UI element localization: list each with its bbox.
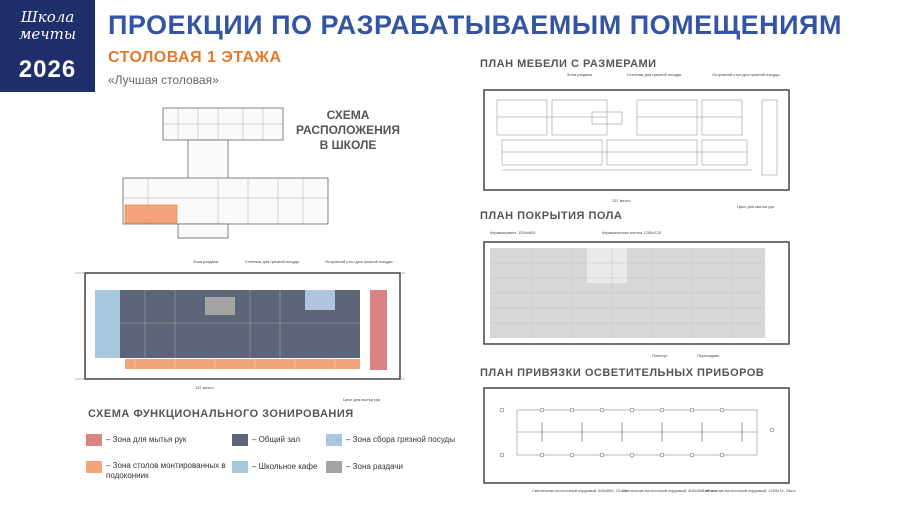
zone-dirty-dishes bbox=[305, 290, 335, 310]
logo-line-2: мечты bbox=[18, 25, 77, 43]
zoning-label-dish-rack: Стеллаж для грязной посуды bbox=[245, 259, 300, 264]
zone-window-tables bbox=[125, 359, 360, 369]
logo-line-1: Школа bbox=[20, 8, 75, 26]
legend-label: Школьное кафе bbox=[258, 462, 318, 472]
furniture-label-handwash: Цикл для мытья рук bbox=[737, 204, 775, 209]
legend-swatch bbox=[326, 461, 342, 473]
legend-label: Зона раздачи bbox=[352, 462, 403, 472]
legend-item-dirty-dishes: – Зона сбора грязной посуды bbox=[326, 434, 455, 446]
floor-label-ceramic: Керамическая плитка 1200х120 bbox=[602, 230, 661, 235]
legend-swatch bbox=[86, 434, 102, 446]
zoning-label-island-table: Островной стол для грязной посуды bbox=[325, 259, 393, 264]
legend-swatch bbox=[232, 461, 248, 473]
school-logo bbox=[0, 0, 95, 92]
lighting-label-400: Светильник потолочный кордовый, 400x400, 11 шт. bbox=[622, 488, 717, 493]
zoning-plan bbox=[75, 255, 405, 405]
legend-label: Зона для мытья рук bbox=[112, 435, 187, 445]
lighting-label-1200: Светильник потолочный кордовый, 1200х74, 24шт. bbox=[702, 488, 797, 493]
legend-label: Общий зал bbox=[258, 435, 301, 445]
furniture-label-dish-rack: Стеллаж для грязной посуды bbox=[627, 72, 682, 77]
floor-plan-title: ПЛАН ПОКРЫТИЯ ПОЛА bbox=[480, 210, 623, 222]
school-scheme-title-line-2: РАСПОЛОЖЕНИЯ bbox=[296, 123, 401, 137]
legend-label: Зона сбора грязной посуды bbox=[352, 435, 455, 445]
zone-handwash bbox=[370, 290, 387, 370]
furniture-label-island-table: Островной стол для грязной посуды bbox=[712, 72, 780, 77]
lighting-plan-title: ПЛАН ПРИВЯЗКИ ОСВЕТИТЕЛЬНЫХ ПРИБОРОВ bbox=[480, 367, 765, 379]
legend-item-school-cafe: – Школьное кафе bbox=[232, 461, 317, 473]
floor-label-transition: Переходник bbox=[697, 353, 720, 358]
page-title: ПРОЕКЦИИ ПО РАЗРАБАТЫВАЕМЫМ ПОМЕЩЕНИЯМ bbox=[108, 10, 842, 40]
zoning-label-serving: Зона раздачи bbox=[193, 259, 219, 264]
furniture-plan-title: ПЛАН МЕБЕЛИ С РАЗМЕРАМИ bbox=[480, 58, 657, 70]
legend-label: Зона столов монтированных в подоконник bbox=[106, 461, 226, 480]
legend-swatch bbox=[86, 461, 102, 473]
zoning-label-handwash: Цикл для мытья рук bbox=[343, 397, 381, 402]
furniture-label-seats: 137 место bbox=[612, 198, 631, 203]
legend-item-handwash: – Зона для мытья рук bbox=[86, 434, 186, 446]
furniture-label-serving: Зона раздачи bbox=[567, 72, 593, 77]
zoning-label-seats: 137 место bbox=[195, 385, 214, 390]
zoning-title: СХЕМА ФУНКЦИОНАЛЬНОГО ЗОНИРОВАНИЯ bbox=[88, 408, 354, 420]
legend-item-general-hall: – Общий зал bbox=[232, 434, 300, 446]
legend-swatch bbox=[232, 434, 248, 446]
floor-label-plinth: Плинтус bbox=[652, 353, 668, 358]
floor-ceramic-area bbox=[587, 248, 627, 283]
floor-covering-plan bbox=[472, 222, 802, 364]
logo-year: 2026 bbox=[18, 56, 77, 83]
project-quote: «Лучшая столовая» bbox=[108, 73, 219, 87]
zone-serving bbox=[205, 297, 235, 315]
lighting-layout-plan bbox=[472, 380, 802, 502]
page-subtitle: СТОЛОВАЯ 1 ЭТАЖА bbox=[108, 49, 282, 66]
canteen-highlight bbox=[125, 205, 177, 223]
legend-item-serving: – Зона раздачи bbox=[326, 461, 403, 473]
lighting-label-600: Светильник потолочный кордовый, 600х600, 13 шт. bbox=[532, 488, 628, 493]
school-scheme-title-line-1: СХЕМА bbox=[326, 108, 370, 122]
school-scheme-title-line-3: В ШКОЛЕ bbox=[319, 138, 377, 152]
legend-item-window-tables: – Зона столов монтированных в подоконник bbox=[86, 461, 226, 481]
zone-school-cafe bbox=[95, 290, 120, 358]
floor-label-porcelain: Керамогранит, 1200x600 bbox=[490, 230, 536, 235]
furniture-plan bbox=[472, 70, 802, 210]
school-scheme-title bbox=[296, 108, 400, 153]
legend-swatch bbox=[326, 434, 342, 446]
